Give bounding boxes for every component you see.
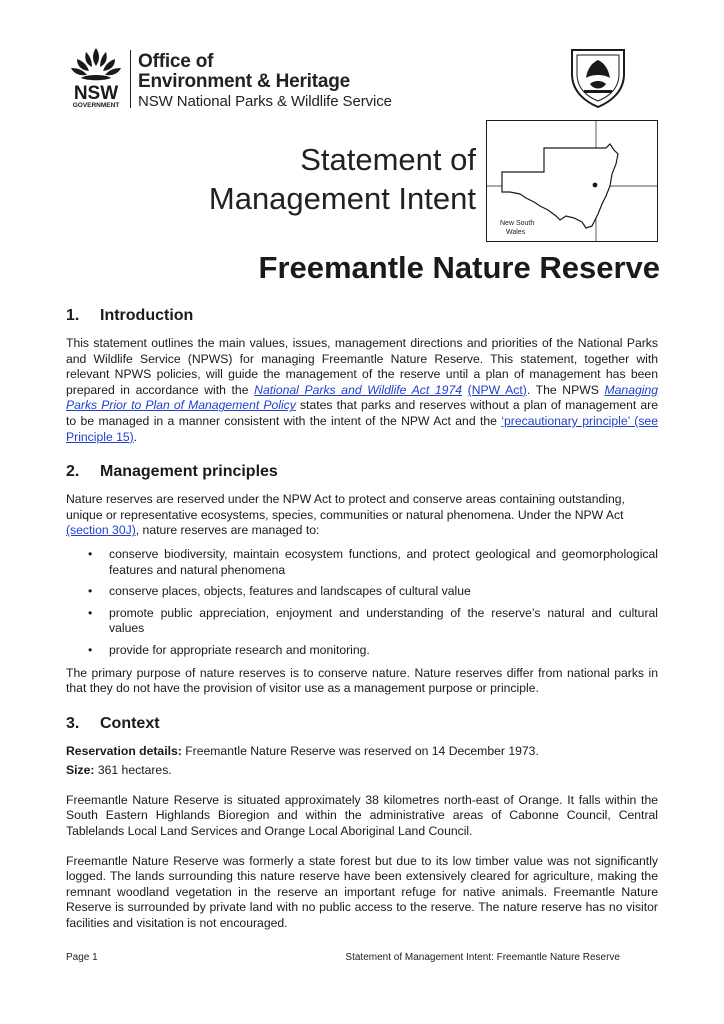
reserve-title: Freemantle Nature Reserve	[258, 250, 660, 285]
map-label-line-2: Wales	[506, 229, 526, 236]
org-line-2: Environment & Heritage	[138, 71, 351, 92]
principles-text: , nature reserves are managed to:	[135, 523, 320, 538]
org-line-3: NSW National Parks & Wildlife Service	[138, 93, 392, 110]
principles-closing-paragraph: The primary purpose of nature reserves is to conserve nature. Nature reserves differ from national parks in that they do not have the provision of visitor use as a management purpose or principle.	[66, 665, 658, 696]
reservation-value: Freemantle Nature Reserve was reserved on 14 December 1973.	[181, 743, 539, 758]
section-title: Introduction	[100, 307, 194, 324]
size-value: 361 hectares.	[94, 763, 172, 778]
list-item: • conserve biodiversity, maintain ecosystem functions, and protect geological and geomorphological features and natural phenomena	[66, 547, 658, 578]
list-item: • conserve places, objects, features and landscapes of cultural value	[66, 584, 658, 600]
reservation-label: Reservation details:	[66, 743, 182, 758]
section-number: 1.	[66, 307, 80, 324]
section-number: 2.	[66, 463, 80, 481]
org-line-1: Office of	[138, 51, 214, 72]
introduction-paragraph	[66, 336, 658, 445]
statement-line-1: Statement of	[300, 142, 476, 177]
intro-text: This statement outlines the main values, issues, management directions and priorities of the National Parks and Wildlife Service (NPWS) for managing Freemantle Nature Reserve. This statement, together with relevant NPWS policies, will guide the management of the reserve until a plan of management has been prepared in accordance with the	[66, 336, 658, 397]
principles-list	[66, 547, 658, 659]
list-item: • provide for appropriate research and monitoring.	[66, 643, 658, 659]
section-title: Context	[100, 714, 160, 732]
context-paragraph-2: Freemantle Nature Reserve was formerly a state forest but due to its low timber value was not significantly logged. The lands surrounding this nature reserve have been extensively cleared for agriculture, making the remnant woodland vegetation in the reserve an important refuge for native animals. Freemantle Nature Reserve is surrounded by private land with no public access to the reserve. The nature reserve has no visitor facilities and visitation is not encouraged.	[66, 853, 658, 931]
nsw-wordmark: NSW	[73, 83, 119, 104]
organisation-name	[138, 52, 392, 109]
government-label: GOVERNMENT	[72, 102, 120, 109]
page-number: Page 1	[66, 952, 98, 963]
statement-line-2: Management Intent	[208, 181, 476, 216]
intro-text: .	[133, 429, 138, 444]
document-body	[66, 306, 658, 932]
principles-text: Nature reserves are reserved under the NPW Act to protect and conserve areas containing outstanding, unique or representative ecosystems, species, communities or natural phenomena. Under the NPW Act	[66, 492, 625, 522]
logo-divider	[130, 50, 131, 108]
list-item: • promote public appreciation, enjoyment and understanding of the reserve’s natural and cultural values	[66, 606, 658, 637]
section-title: Management principles	[100, 463, 278, 481]
size-details	[66, 763, 658, 779]
reserve-location-marker	[593, 183, 598, 188]
section-heading-management-principles	[66, 462, 658, 482]
npws-badge-icon	[564, 44, 632, 110]
location-map	[486, 120, 658, 242]
npw-act-link[interactable]: National Parks and Wildlife Act 1974	[254, 382, 463, 397]
principles-paragraph	[66, 492, 658, 539]
size-label: Size:	[66, 763, 95, 778]
section-number: 3.	[66, 714, 80, 732]
npw-act-abbrev-link[interactable]: (NPW Act)	[467, 382, 527, 397]
intro-text: . The NPWS	[526, 382, 605, 397]
reservation-details	[66, 744, 658, 760]
section-30j-link[interactable]: (section 30J)	[66, 523, 136, 538]
section-heading-context	[66, 714, 658, 734]
statement-title	[209, 140, 476, 218]
intro-text: states that parks and reserves without a plan of management are to be managed in a manner consistent with the intent of the NPW Act and the	[66, 398, 659, 428]
map-label-line-1: New South	[500, 220, 535, 227]
managing-parks-policy-link[interactable]: Managing Parks Prior to Plan of Management Policy	[66, 382, 659, 413]
context-paragraph-1: Freemantle Nature Reserve is situated approximately 38 kilometres north-east of Orange. It falls within the South Eastern Highlands Bioregion and within the administrative areas of Cabonne Council, Central Tablelands Local Land Services and Orange Local Aboriginal Land Council.	[66, 792, 658, 839]
precautionary-principle-link[interactable]: ‘precautionary principle’ (see Principle 15)	[66, 413, 658, 444]
footer-document-title: Statement of Management Intent: Freemantle Nature Reserve	[345, 952, 620, 963]
section-heading-introduction	[66, 306, 658, 326]
nsw-waratah-logo-icon	[66, 44, 126, 110]
